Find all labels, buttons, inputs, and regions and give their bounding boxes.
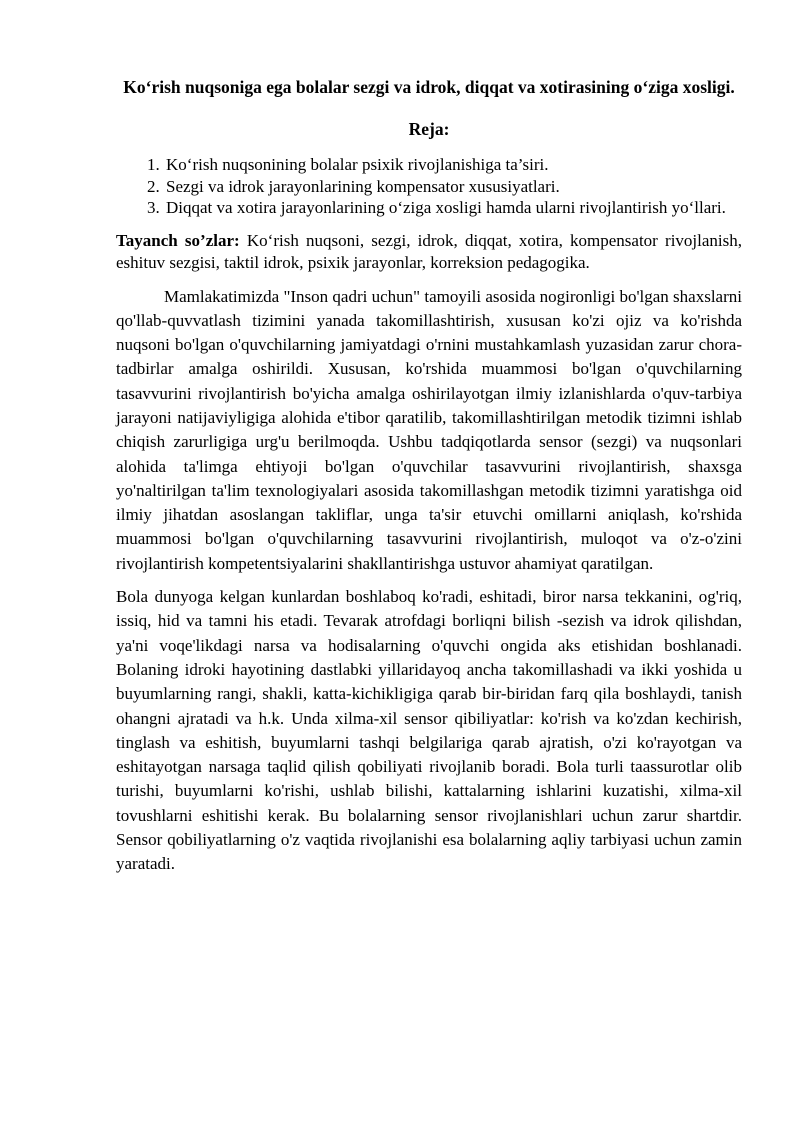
plan-heading: Reja: <box>408 119 450 139</box>
body-paragraph-2: Bola dunyoga kelgan kunlardan boshlaboq ko'radi, eshitadi, biror narsa tekkanini, og'riq, issiq, hid va tamni his etadi. Tevarak atrofdagi borliqni bilish -sezish va idrok qilishdan, ya'ni voqe'likdagi narsa va hodisalarning o'quvchi ongida aks etishidan boshlanadi. Bolaning idroki hayotining dastlabki yillaridayoq ancha takomillashadi va ikki yoshida u buyumlarning rangi, shakli, katta-kichikligiga qarab bir-biridan farq qila boshlaydi, tanish ohangni ajratadi va h.k. Unda xilma-xil sensor qibiliyatlar: ko'rish va ko'zdan kechirish, tinglash va eshitish, buyumlarni tashqi belgilariga qarab ajratish, o'zi ko'rayotgan va eshitayotgan narsaga taqlid qilish qobiliyati rivojlanib boradi. Bola turli taassurotlar olib turishi, buyumlarni ko'rishi, ushlab bilishi, kattalarning ishlarini kuzatishi, xilma-xil tovushlarni eshitishi kerak. Bu bolalarning sensor rivojlanishlari uchun zarur shartdir. Sensor qobiliyatlarning o'z vaqtida rivojlanishi esa bolalarning aqliy tarbiyasi uchun zamin yaratadi. <box>116 587 742 874</box>
keywords-text: Ko‘rish nuqsoni, sezgi, idrok, diqqat, xotira, kompensator rivojlanish, eshituv sezgisi, taktil idrok, psixik jarayonlar, korreksion pedagogika. <box>116 230 742 272</box>
plan-item: 2. Sezgi va idrok jarayonlarining kompensator xususiyatlari. <box>164 176 742 198</box>
plan-item: 1. Ko‘rish nuqsonining bolalar psixik rivojlanishiga ta’siri. <box>164 154 742 176</box>
keywords-paragraph <box>116 230 742 274</box>
plan-list <box>116 154 742 219</box>
document-page <box>116 74 742 877</box>
keywords-label: Tayanch so’zlar: <box>116 230 240 250</box>
body-paragraph-1: Mamlakatimizda "Inson qadri uchun" tamoyili asosida nogironligi bo'lgan shaxslarni qo'llab-quvvatlash tizimini yanada takomillashtirish, xususan ko'zi ojiz va ko'rishda nuqsoni bo'lgan o'quvchilarning jamiyatdagi o'rnini mustahkamlash yuzasidan zarur chora-tadbirlar amalga oshirildi. Xususan, ko'rshida muammosi bo'lgan o'quvchilarning tasavvurini rivojlantirish bo'yicha amalga oshirilayotgan ilmiy izlanishlarda o'quv-tarbiya jarayoni natijaviyligiga alohida e'tibor qaratilib, takomillashtirilgan metodik tizimni ishlab chiqish zarurligiga urg'u berilmoqda. Ushbu tadqiqotlarda sensor (sezgi) va nuqsonlari alohida ta'limga ehtiyoji bo'lgan o'quvchilar tasavvurini rivojlantirish, shaxsga yo'naltirilgan ta'lim texnologiyalari asosida takomillashgan metodik tizimni yaratishga oid ilmiy jihatdan asoslangan takliflar, unga ta'sir etuvchi omillarni aniqlash, ko'rshida muammosi bo'lgan o'quvchilarning tasavvurini rivojlantirish, muloqot va o'z-o'zini rivojlantirish kompetentsiyalarini shakllantirishga ustuvor ahamiyat qaratilgan. <box>116 286 742 573</box>
document-title: Ko‘rish nuqsoniga ega bolalar sezgi va idrok, diqqat va xotirasining o‘ziga xosligi. <box>123 77 735 97</box>
plan-item: 3. Diqqat va xotira jarayonlarining o‘ziga xosligi hamda ularni rivojlantirish yo‘llari. <box>164 197 742 219</box>
